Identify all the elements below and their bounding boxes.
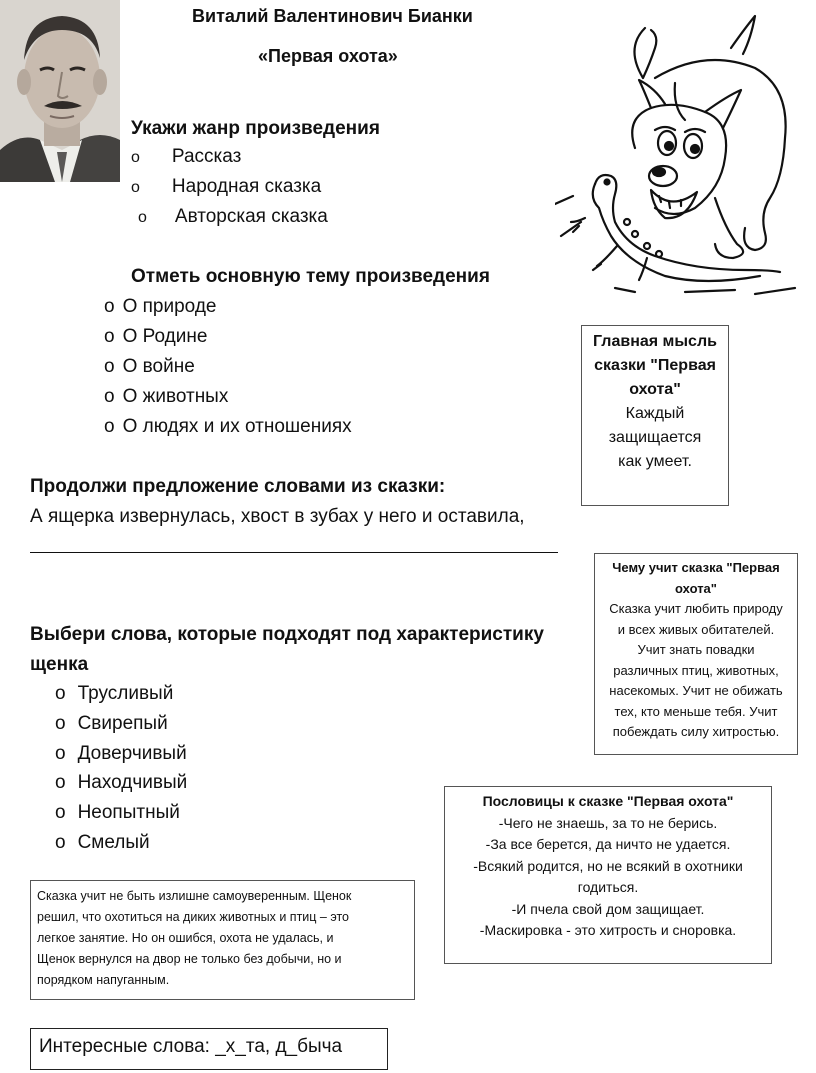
main-idea-box (581, 325, 729, 506)
radio-bullet-icon: o (55, 683, 66, 704)
summary-line: Щенок вернулся на двор не только без добычи, но и (37, 952, 342, 966)
lesson-line: и всех живых обитателей. (617, 621, 775, 637)
summary-line: порядком напуганным. (37, 973, 170, 987)
genre-question: Укажи жанр произведения (131, 118, 380, 139)
radio-bullet-icon: o (104, 296, 115, 317)
summary-line: решил, что охотиться на диких животных и птиц – это (37, 910, 349, 924)
theme-question: Отметь основную тему произведения (131, 266, 490, 287)
genre-option[interactable]: o Народная сказка (131, 176, 322, 197)
puppy-and-lizard-illustration (555, 8, 810, 300)
main-idea-heading: сказки "Первая (594, 357, 716, 374)
proverbs-heading: Пословицы к сказке "Первая охота" (482, 793, 734, 809)
radio-bullet-icon: o (55, 832, 66, 853)
radio-bullet-icon: o (131, 149, 140, 166)
trait-option[interactable]: o Свирепый (55, 713, 168, 734)
radio-bullet-icon: o (104, 326, 115, 347)
proverb-line: годиться. (577, 879, 639, 895)
lesson-box (594, 553, 798, 755)
theme-option[interactable]: o О животных (104, 386, 229, 407)
radio-bullet-icon: o (131, 179, 140, 196)
trait-option[interactable]: o Доверчивый (55, 743, 187, 764)
continue-sentence: А ящерка извернулась, хвост в зубах у него и оставила, (30, 506, 525, 527)
radio-bullet-icon: o (55, 743, 66, 764)
radio-bullet-icon: o (55, 713, 66, 734)
theme-option[interactable]: o О войне (104, 356, 195, 377)
lesson-line: побеждать силу хитростью. (612, 724, 780, 739)
traits-question: Выбери слова, которые подходят под характеристику (30, 624, 544, 645)
interesting-words: Интересные слова: _х_та, д_быча (39, 1036, 343, 1057)
main-idea-text: как умеет. (618, 453, 692, 470)
proverb-line: -За все берется, да ничто не удается. (485, 836, 731, 852)
theme-option[interactable]: o О людях и их отношениях (104, 416, 352, 437)
lesson-heading: охота" (675, 580, 717, 596)
trait-option[interactable]: o Неопытный (55, 802, 180, 823)
main-idea-heading: охота" (629, 381, 681, 398)
proverb-line: -Маскировка - это хитрость и сноровка. (479, 922, 737, 938)
theme-option[interactable]: o О Родине (104, 326, 208, 347)
trait-option[interactable]: o Находчивый (55, 772, 188, 793)
main-idea-heading: Главная мысль (593, 333, 717, 350)
proverb-line: -Всякий родится, но не всякий в охотники (473, 857, 743, 874)
lesson-heading: Чему учит сказка "Первая (612, 560, 780, 575)
summary-line: Сказка учит не быть излишне самоуверенным. Щенок (37, 889, 352, 903)
continue-question: Продолжи предложение словами из сказки: (30, 476, 446, 497)
main-idea-text: защищается (608, 429, 702, 446)
trait-option[interactable]: o Трусливый (55, 683, 174, 704)
main-idea-text: Каждый (625, 405, 685, 422)
radio-bullet-icon: o (55, 772, 66, 793)
genre-option[interactable]: o Авторская сказка (138, 206, 328, 227)
story-title: «Первая охота» (258, 46, 398, 66)
lesson-line: различных птиц, животных, (613, 662, 779, 678)
radio-bullet-icon: o (104, 386, 115, 407)
lesson-line: тех, кто меньше тебя. Учит (614, 703, 778, 719)
traits-question: щенка (30, 654, 89, 675)
proverb-line: -И пчела свой дом защищает. (511, 900, 705, 917)
theme-option[interactable]: o О природе (104, 296, 217, 317)
radio-bullet-icon: o (104, 356, 115, 377)
author-name: Виталий Валентинович Бианки (192, 6, 473, 26)
answer-line[interactable] (30, 552, 558, 553)
proverbs-box (444, 786, 772, 964)
radio-bullet-icon: o (138, 209, 147, 226)
trait-option[interactable]: o Смелый (55, 832, 150, 853)
radio-bullet-icon: o (55, 802, 66, 823)
summary-line: легкое занятие. Но он ошибся, охота не удалась, и (37, 931, 334, 945)
lesson-line: Учит знать повадки (637, 642, 755, 657)
lesson-line: насекомых. Учит не обижать (609, 683, 783, 698)
lesson-line: Сказка учит любить природу (609, 601, 783, 616)
proverb-line: -Чего не знаешь, за то не берись. (498, 814, 718, 831)
genre-option[interactable]: o Рассказ (131, 146, 242, 167)
summary-box (30, 880, 415, 1000)
radio-bullet-icon: o (104, 416, 115, 437)
author-portrait (0, 0, 120, 182)
interesting-words-box (30, 1028, 388, 1070)
